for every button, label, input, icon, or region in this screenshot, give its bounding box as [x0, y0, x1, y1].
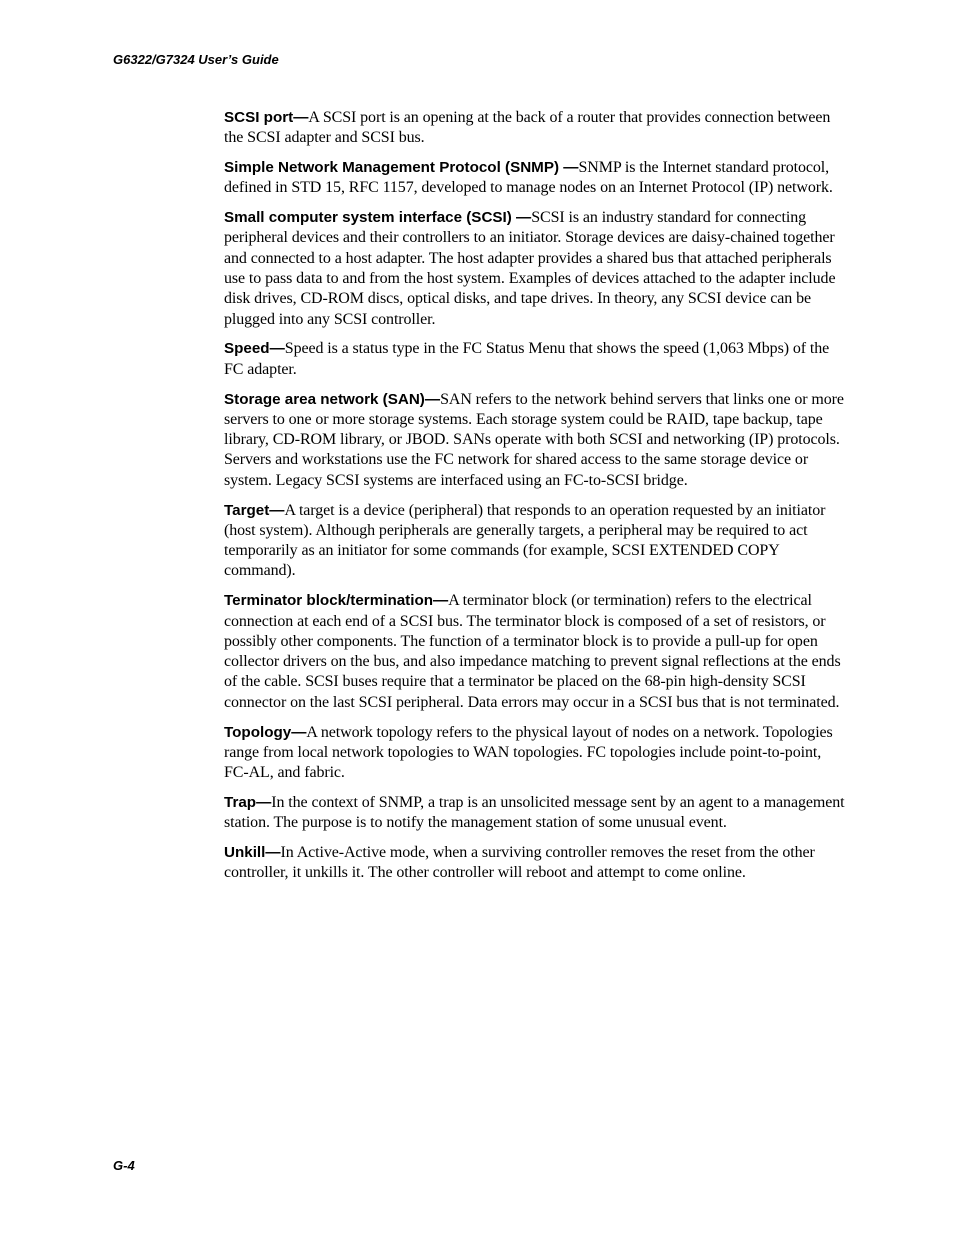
glossary-term: Terminator block/termination— [224, 592, 449, 610]
glossary-definition: In the context of SNMP, a trap is an unsolicited message sent by an agent to a management station. The purpose is to notify the management station of some unusual event. [224, 793, 845, 832]
glossary-definition: A terminator block (or termination) refers to the electrical connection at each end of a SCSI bus. The terminator block is composed of a set of resistors, or possibly other components. The function of a terminator block is to provide a pull-up for open collector drivers on the bus, and also impedance matching to prevent signal reflections at the ends of the cable. SCSI buses require that a terminator be placed on the 68-pin high-density SCSI connector on the last SCSI peripheral. Data errors may occur in a SCSI bus that is not terminated. [224, 592, 841, 711]
glossary-entry-speed [224, 339, 846, 380]
glossary-term: Speed— [224, 340, 285, 358]
glossary-definition: SCSI is an industry standard for connecting peripheral devices and their controllers to an initiator. Storage devices are daisy-chained together and connected to a host adapter. The host adapter provides a shared bus that attached peripherals use to pass data to and from the host system. Examples of devices attached to the adapter include disk drives, CD-ROM discs, optical disks, and tape drives. In theory, any SCSI device can be plugged into any SCSI controller. [224, 209, 836, 328]
glossary-term: SCSI port— [224, 109, 309, 126]
glossary-term: Simple Network Management Protocol (SNMP) — [224, 159, 579, 177]
glossary-entry-san [224, 390, 846, 491]
glossary-entry-terminator [224, 591, 846, 713]
glossary-entry-topology [224, 723, 846, 784]
glossary-term: Target— [224, 501, 285, 519]
glossary-term: Topology— [224, 723, 307, 741]
glossary-term: Storage area network (SAN)— [224, 390, 441, 408]
running-header: G6322/G7324 User’s Guide [113, 52, 279, 67]
glossary-definition: A SCSI port is an opening at the back of a router that provides connection between the SCSI adapter and SCSI bus. [224, 109, 831, 147]
glossary-definition: A target is a device (peripheral) that responds to an operation requested by an initiator (host system). Although peripherals are generally targets, a peripheral may be required to act temporarily as an initiator for some commands (for example, SCSI EXTENDED COPY command). [224, 501, 826, 580]
glossary-definition: Speed is a status type in the FC Status Menu that shows the speed (1,063 Mbps) of the FC adapter. [224, 340, 830, 378]
glossary-entry-target [224, 501, 846, 582]
glossary-entry-trap [224, 793, 846, 834]
glossary-term: Trap— [224, 793, 272, 811]
page-number: G-4 [113, 1158, 135, 1173]
glossary-definition: SAN refers to the network behind servers that links one or more servers to one or more storage systems. Each storage system could be RAID, tape backup, tape library, CD-ROM library, or JBOD. SANs operate with both SCSI and networking (IP) protocols. Servers and workstations use the FC network for shared access to the same storage device or system. Legacy SCSI systems are interfaced using an FC-to-SCSI bridge. [224, 390, 844, 489]
glossary-definition: SNMP is the Internet standard protocol, defined in STD 15, RFC 1157, developed to manage nodes on an Internet Protocol (IP) network. [224, 159, 833, 197]
glossary-list [224, 108, 846, 893]
glossary-term: Unkill— [224, 844, 281, 861]
glossary-term: Small computer system interface (SCSI) — [224, 209, 532, 227]
glossary-entry-snmp [224, 158, 846, 199]
glossary-definition: In Active-Active mode, when a surviving controller removes the reset from the other controller, it unkills it. The other controller will reboot and attempt to come online. [224, 844, 815, 882]
glossary-entry-scsi [224, 208, 846, 330]
glossary-definition: A network topology refers to the physical layout of nodes on a network. Topologies range from local network topologies to WAN topologies. FC topologies include point-to-point, FC-AL, and fabric. [224, 723, 833, 782]
glossary-entry-unkill [224, 843, 846, 884]
glossary-entry-scsi-port [224, 108, 846, 149]
